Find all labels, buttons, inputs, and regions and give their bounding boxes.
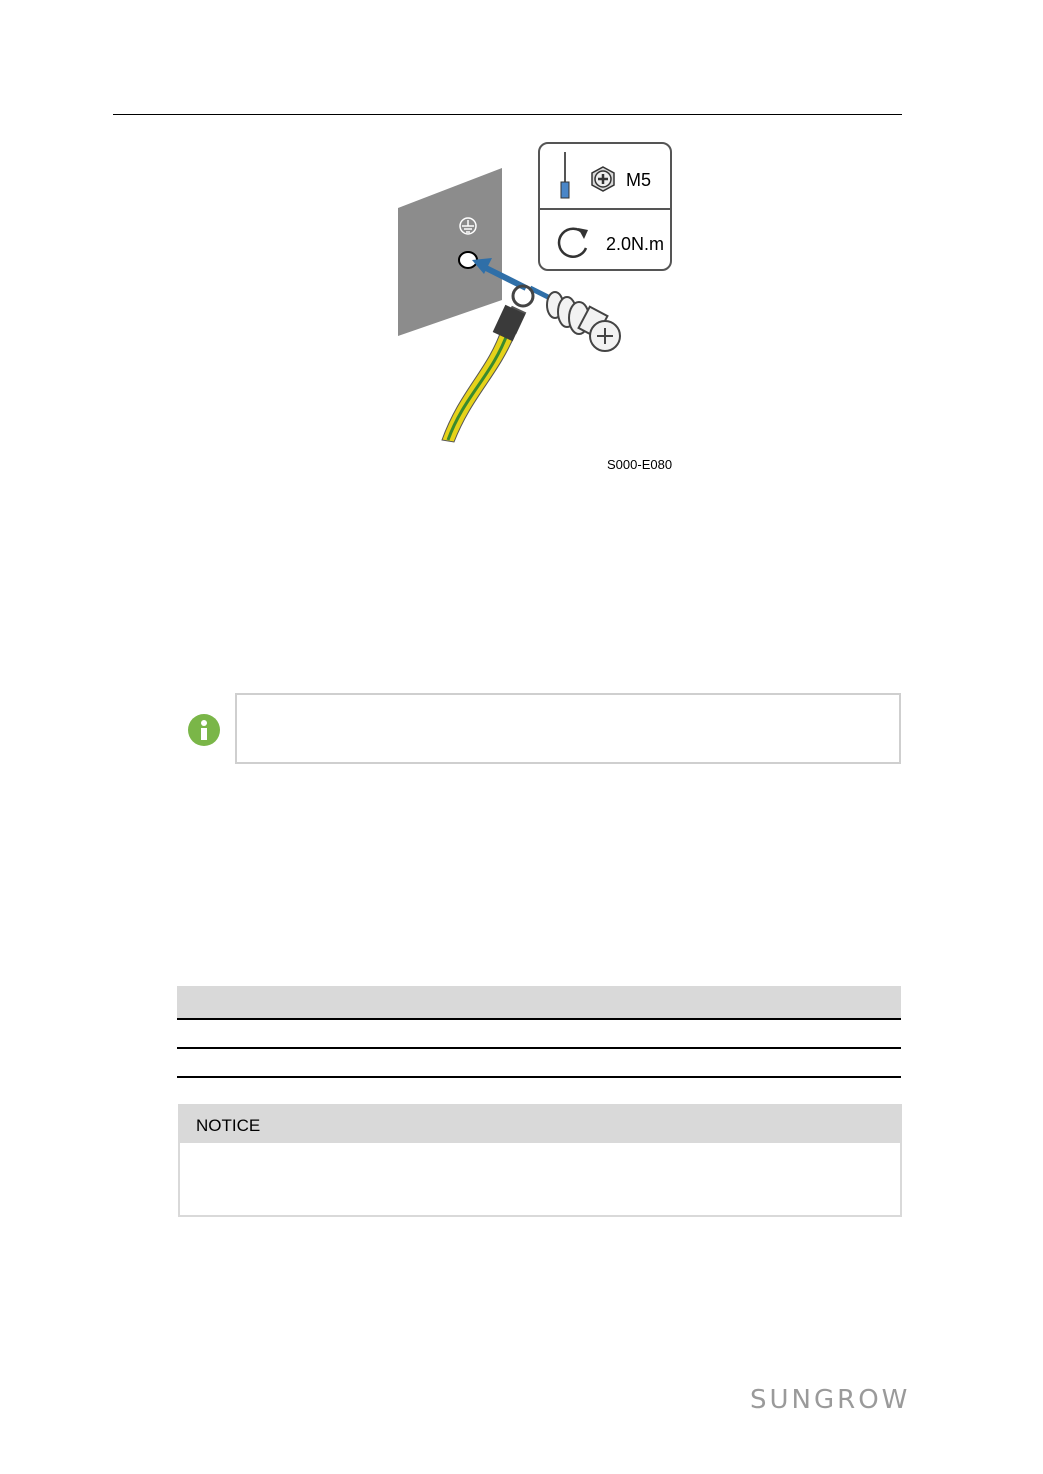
table-rule [177, 1047, 901, 1049]
notice-header [180, 1106, 900, 1143]
phillips-screw-icon [590, 166, 616, 192]
figure-code: S000-E080 [607, 457, 673, 472]
info-icon [188, 714, 220, 746]
brand-logo: SUNGROW [750, 1385, 911, 1415]
spec-divider [540, 208, 670, 210]
notice-label: NOTICE [196, 1116, 261, 1135]
table-rule [177, 1076, 901, 1078]
header-rule [113, 114, 902, 115]
torque-value-label: 2.0N.m [606, 234, 665, 254]
ground-symbol-icon [460, 218, 476, 234]
screw-size-label: M5 [626, 170, 652, 190]
screw-assembly [547, 292, 620, 351]
info-note-box [235, 693, 901, 764]
table-rule [177, 1018, 901, 1020]
table-header-row [177, 986, 901, 1018]
tool-spec-box [538, 142, 672, 271]
torque-rotate-icon [554, 224, 592, 262]
notice-box [178, 1104, 902, 1217]
screwdriver-icon [558, 152, 572, 200]
device-panel [398, 168, 502, 336]
